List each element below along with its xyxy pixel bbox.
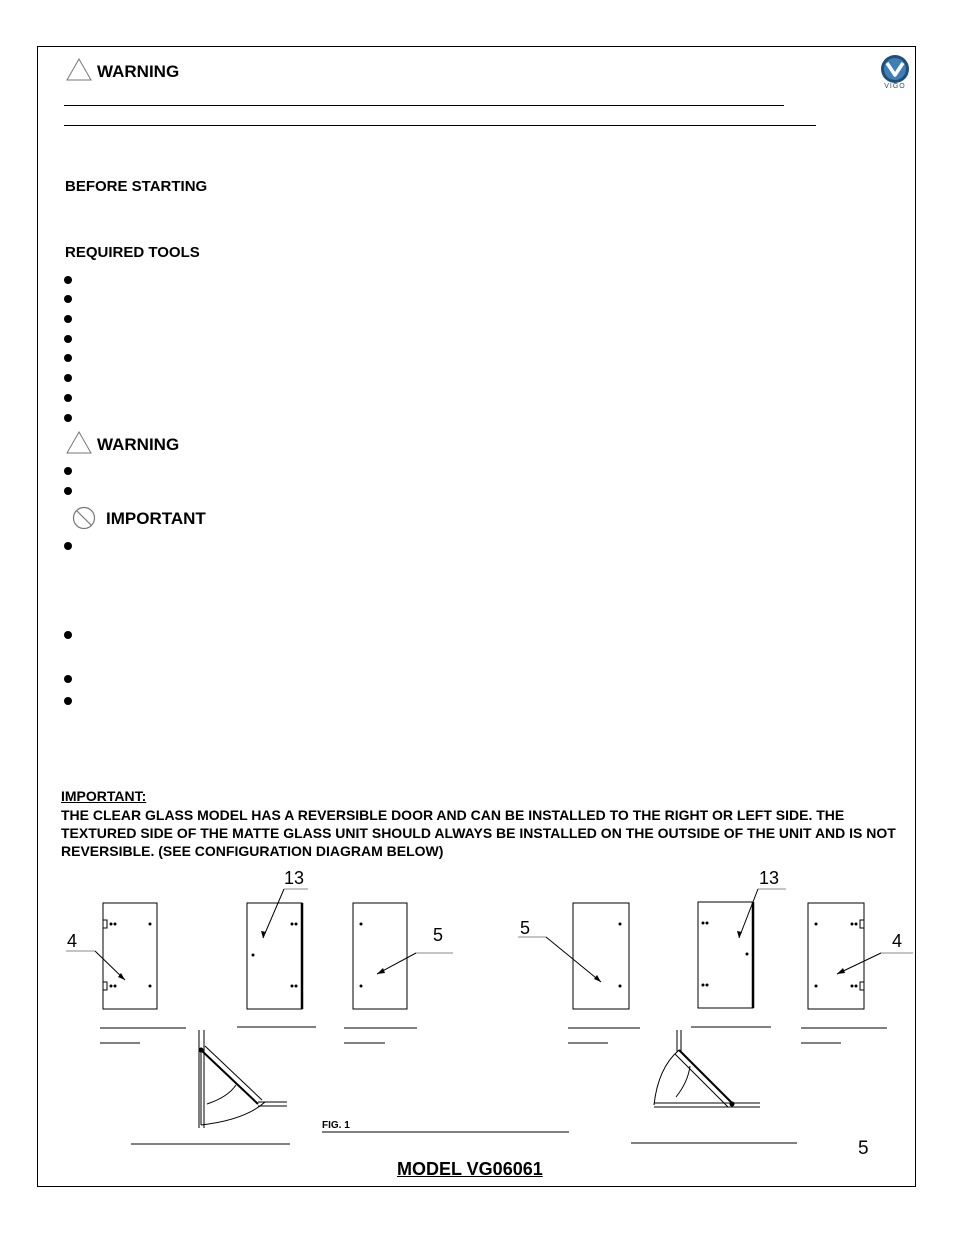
glass-panel [247,903,302,1009]
model-number: MODEL VG06061 [397,1159,543,1179]
glass-panel [353,903,407,1009]
figure-label: FIG. 1 [322,1120,350,1131]
callout-number: 4 [67,931,78,951]
glass-panel [103,903,157,1009]
glass-panel [573,903,629,1009]
callout-number: 13 [284,868,305,888]
callout-number: 4 [892,931,903,951]
callout-number: 5 [433,925,444,945]
callout-number: 5 [520,918,531,938]
warning-heading-top: WARNING [97,62,180,81]
page-number: 5 [858,1138,869,1159]
note-title: IMPORTANT: [61,788,147,804]
before-starting-heading: BEFORE STARTING [65,178,208,195]
glass-panel [808,903,864,1009]
callout-number: 13 [759,868,780,888]
required-tools-heading: REQUIRED TOOLS [65,244,200,261]
note-body: THE CLEAR GLASS MODEL HAS A REVERSIBLE DOOR AND CAN BE INSTALLED TO THE RIGHT OR LEFT SIDE. THE TEXTURED SIDE OF THE MATTE GLASS UNIT SHOULD ALWAYS BE INSTALLED ON THE OUTSIDE OF THE UNIT AND IS NOT REVERSIBLE. (SEE CONFIGURATION DIAGRAM BELOW) [61,807,896,859]
glass-panel [698,902,753,1008]
warning-heading: WARNING [97,435,180,454]
important-heading: IMPORTANT [106,509,206,528]
logo-text: VIGO [884,83,906,90]
